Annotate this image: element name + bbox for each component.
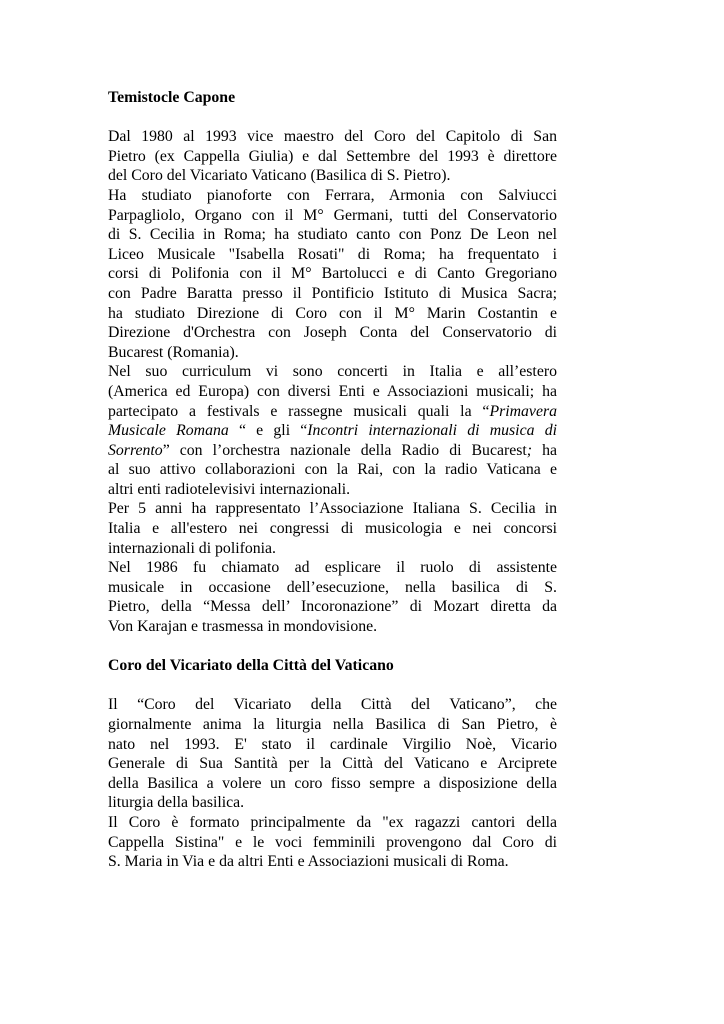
text-line: S. Maria in Via e da altri Enti e Associazioni musicali di Roma. <box>108 853 509 871</box>
text-line <box>108 421 557 441</box>
text-line: Pietro (ex Cappella Giulia) e dal Settembre del 1993 è direttore <box>108 147 557 165</box>
text-line: internazionali di polifonia. <box>108 539 277 557</box>
text-line: musicale in occasione dell’esecuzione, nella basilica di S. <box>108 578 557 596</box>
text-line: Cappella Sistina" e le voci femminili provengono dal Coro di <box>108 833 557 851</box>
text-line: corsi di Polifonia con il M° Bartolucci e di Canto Gregoriano <box>108 265 557 283</box>
text-line: nato nel 1993. E' stato il cardinale Virgilio Noè, Vicario <box>108 735 557 753</box>
bio-heading: Temistocle Capone <box>108 89 236 106</box>
text-line: Nel suo curriculum vi sono concerti in Italia e all’estero <box>108 363 557 381</box>
text-line: Il Coro è formato principalmente da "ex ragazzi cantori della <box>108 813 557 831</box>
text-line: liturgia della basilica. <box>108 794 245 812</box>
text-line: giornalmente anima la liturgia nella Basilica di San Pietro, è <box>108 716 557 733</box>
choir-heading: Coro del Vicariato della Città del Vaticano <box>108 657 394 675</box>
bio-body <box>108 127 557 636</box>
text-line: Il “Coro del Vicariato della Città del Vaticano”, che <box>108 696 557 714</box>
text-line: di S. Cecilia in Roma; ha studiato canto con Ponz De Leon nel <box>108 226 557 244</box>
text-line: Dal 1980 al 1993 vice maestro del Coro del Capitolo di San <box>108 128 557 146</box>
text-line: Nel 1986 fu chiamato ad esplicare il ruolo di assistente <box>108 559 557 577</box>
text-line: della Basilica a volere un coro fisso sempre a disposizione della <box>108 774 557 792</box>
text-line: Generale di Sua Santità per la Città del Vaticano e Arciprete <box>108 755 557 773</box>
text-line: (America ed Europa) con diversi Enti e Associazioni musicali; ha <box>108 382 557 400</box>
text-line: Bucarest (Romania). <box>108 343 239 361</box>
text-segment: partecipato a festivals e rassegne musicali quali la “ <box>108 402 490 420</box>
text-line: altri enti radiotelevisivi internazionali. <box>108 480 351 498</box>
text-line: Von Karajan e trasmessa in mondovisione. <box>108 618 378 636</box>
text-line <box>108 402 557 422</box>
italic-title: Musicale Romana <box>108 422 229 440</box>
text-line: al suo attivo collaborazioni con la Rai, con la radio Vaticana e <box>108 461 557 479</box>
text-line <box>108 441 557 461</box>
italic-title: ; <box>526 441 533 459</box>
text-line: ha studiato Direzione di Coro con il M° Marin Costantin e <box>108 304 557 322</box>
text-line: Pietro, della “Messa dell’ Incoronazione” di Mozart diretta da <box>108 598 557 616</box>
text-line: Liceo Musicale "Isabella Rosati" di Roma; ha frequentato i <box>108 245 557 263</box>
text-line: Parpagliolo, Organo con il M° Germani, tutti del Conservatorio <box>108 206 557 224</box>
text-line: del Coro del Vicariato Vaticano (Basilica di S. Pietro). <box>108 167 451 185</box>
document-page <box>108 88 557 891</box>
italic-title: Primavera <box>489 402 557 420</box>
text-segment: ha <box>532 441 558 459</box>
text-line: Italia e all'estero nei congressi di musicologia e nei concorsi <box>108 520 557 538</box>
choir-body <box>108 695 557 871</box>
text-segment: ” con l’orchestra nazionale della Radio di Bucarest <box>162 441 527 459</box>
text-line: Direzione d'Orchestra con Joseph Conta del Conservatorio di <box>108 324 557 342</box>
italic-title: Sorrento <box>108 441 163 459</box>
text-line: Ha studiato pianoforte con Ferrara, Armonia con Salviucci <box>108 186 557 204</box>
text-line: Per 5 anni ha rappresentato l’Associazione Italiana S. Cecilia in <box>108 500 557 518</box>
italic-title: Incontri internazionali di musica di <box>307 422 557 440</box>
text-line: con Padre Baratta presso il Pontificio Istituto di Musica Sacra; <box>108 284 557 302</box>
text-segment: “ e gli “ <box>228 422 308 440</box>
